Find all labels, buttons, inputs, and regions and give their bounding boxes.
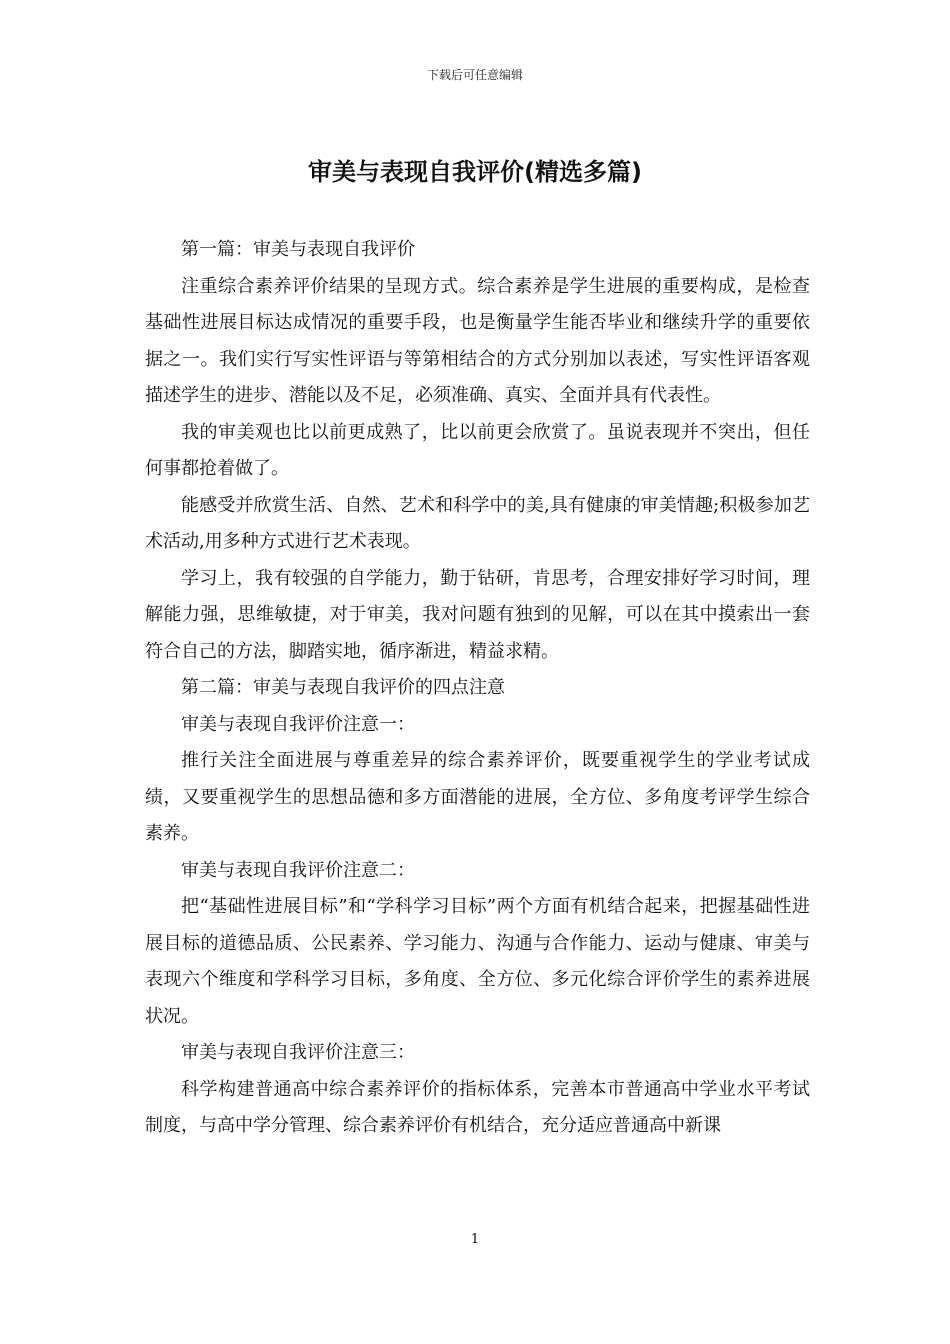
paragraph: 我的审美观也比以前更成熟了，比以前更会欣赏了。虽说表现并不突出，但任何事都抢着做了。 — [145, 421, 810, 479]
note-heading-2: 审美与表现自我评价注意二： — [181, 859, 415, 881]
document-body — [145, 232, 810, 1145]
paragraph: 推行关注全面进展与尊重差异的综合素养评价，既要重视学生的学业考试成绩，又要重视学生的思想品德和多方面潜能的进展，全方位、多角度考评学生综合素养。 — [145, 750, 810, 844]
note-heading-1: 审美与表现自我评价注意一： — [181, 713, 415, 735]
paragraph: 科学构建普通高中综合素养评价的指标体系，完善本市普通高中学业水平考试制度，与高中学分管理、综合素养评价有机结合，充分适应普通高中新课 — [145, 1078, 810, 1136]
paragraph: 把“基础性进展目标”和“学科学习目标”两个方面有机结合起来，把握基础性进展目标的道德品质、公民素养、学习能力、沟通与合作能力、运动与健康、审美与表现六个维度和学科学习目标，多角度、全方位、多元化综合评价学生的素养进展状况。 — [145, 896, 810, 1027]
document-title: 审美与表现自我评价(精选多篇) — [308, 158, 642, 186]
paragraph: 学习上，我有较强的自学能力，勤于钻研，肯思考，合理安排好学习时间，理解能力强，思维敏捷，对于审美，我对问题有独到的见解，可以在其中摸索出一套符合自己的方法，脚踏实地，循序渐进，精益求精。 — [145, 567, 810, 662]
header-note: 下载后可任意编辑 — [426, 68, 523, 82]
paragraph: 能感受并欣赏生活、自然、艺术和科学中的美,具有健康的审美情趣;积极参加艺术活动,用多种方式进行艺术表现。 — [145, 494, 810, 552]
section-heading-1: 第一篇：审美与表现自我评价 — [181, 239, 415, 260]
section-heading-2: 第二篇：审美与表现自我评价的四点注意 — [181, 677, 505, 698]
note-heading-3: 审美与表现自我评价注意三： — [181, 1042, 415, 1063]
page-number: 1 — [470, 1232, 480, 1247]
paragraph: 注重综合素养评价结果的呈现方式。综合素养是学生进展的重要构成，是检查基础性进展目标达成情况的重要手段，也是衡量学生能否毕业和继续升学的重要依据之一。我们实行写实性评语与等第相结合的方式分别加以表述，写实性评语客观描述学生的进步、潜能以及不足，必须准确、真实、全面并具有代表性。 — [145, 275, 810, 406]
